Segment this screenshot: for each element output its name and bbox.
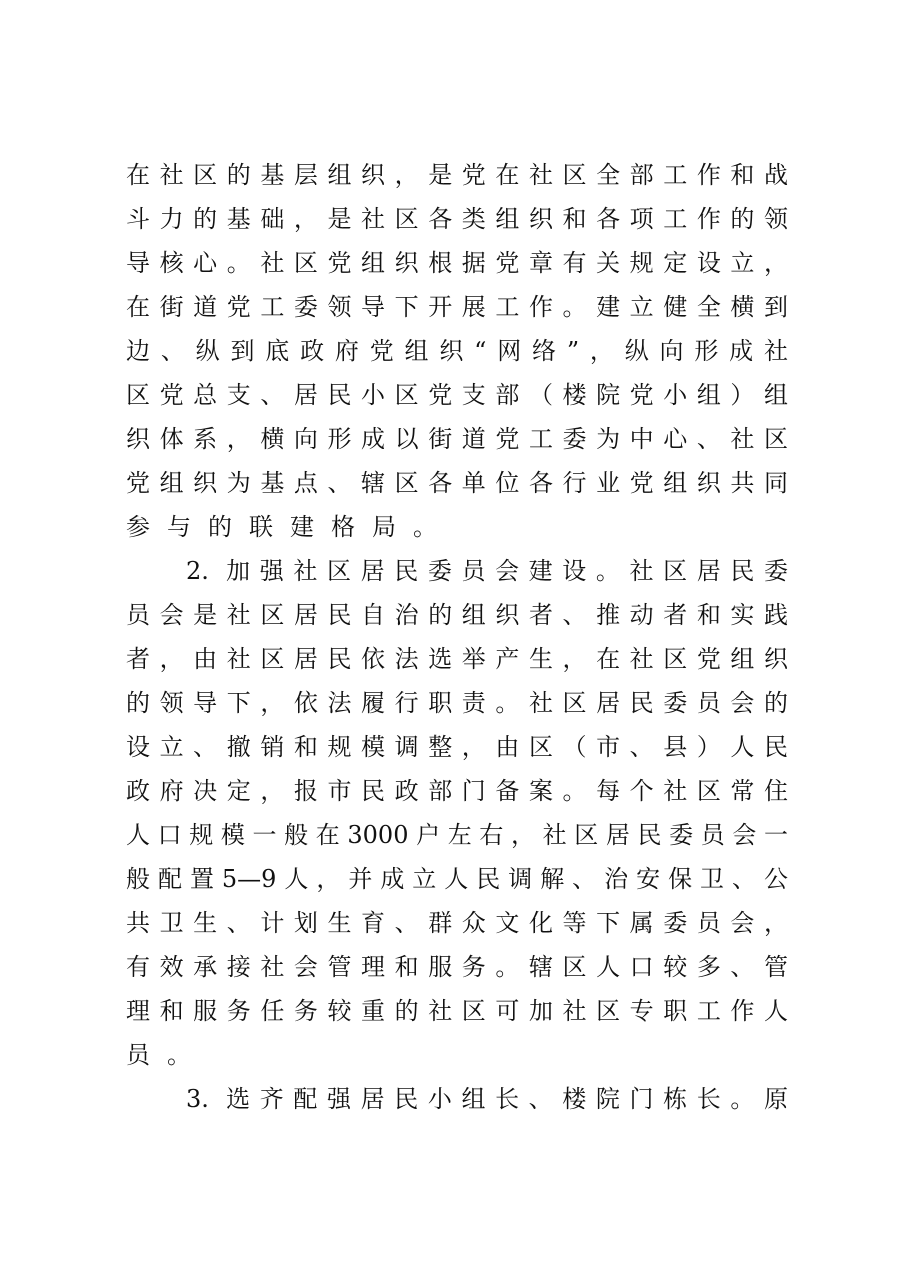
text-line: 导核心。社区党组织根据党章有关规定设立， (126, 249, 788, 277)
text-line: 人口规模一般在3000户左右，社区居民委员会一 (126, 821, 788, 849)
text-line: 织体系，横向形成以街道党工委为中心、社区 (126, 425, 788, 453)
paragraph-2-heading-line: 2. 加强社区居民委员会建设。社区居民委 (186, 557, 788, 585)
text-line: 参与的联建格局。 (126, 513, 454, 541)
text-line: 政府决定，报市民政部门备案。每个社区常住 (126, 777, 788, 805)
text-line: 边、纵到底政府党组织“网络”，纵向形成社 (126, 337, 788, 365)
text-line: 者，由社区居民依法选举产生，在社区党组织 (126, 645, 788, 673)
text-line: 区党总支、居民小区党支部（楼院党小组）组 (126, 381, 788, 409)
text-line: 在街道党工委领导下开展工作。建立健全横到 (126, 293, 788, 321)
text-line: 员。 (126, 1041, 208, 1069)
text-line: 有效承接社会管理和服务。辖区人口较多、管 (126, 953, 788, 981)
text-line: 斗力的基础，是社区各类组织和各项工作的领 (126, 205, 788, 233)
text-line: 员会是社区居民自治的组织者、推动者和实践 (126, 601, 788, 629)
text-line: 理和服务任务较重的社区可加社区专职工作人 (126, 997, 788, 1025)
text-line: 共卫生、计划生育、群众文化等下属委员会， (126, 909, 788, 937)
paragraph-3-heading-line: 3. 选齐配强居民小组长、楼院门栋长。原 (186, 1085, 788, 1113)
text-line: 的领导下，依法履行职责。社区居民委员会的 (126, 689, 788, 717)
text-line: 在社区的基层组织，是党在社区全部工作和战 (126, 161, 788, 189)
text-line: 党组织为基点、辖区各单位各行业党组织共同 (126, 469, 788, 497)
text-line: 般配置5—9人，并成立人民调解、治安保卫、公 (126, 865, 788, 893)
text-line: 设立、撤销和规模调整，由区（市、县）人民 (126, 733, 788, 761)
